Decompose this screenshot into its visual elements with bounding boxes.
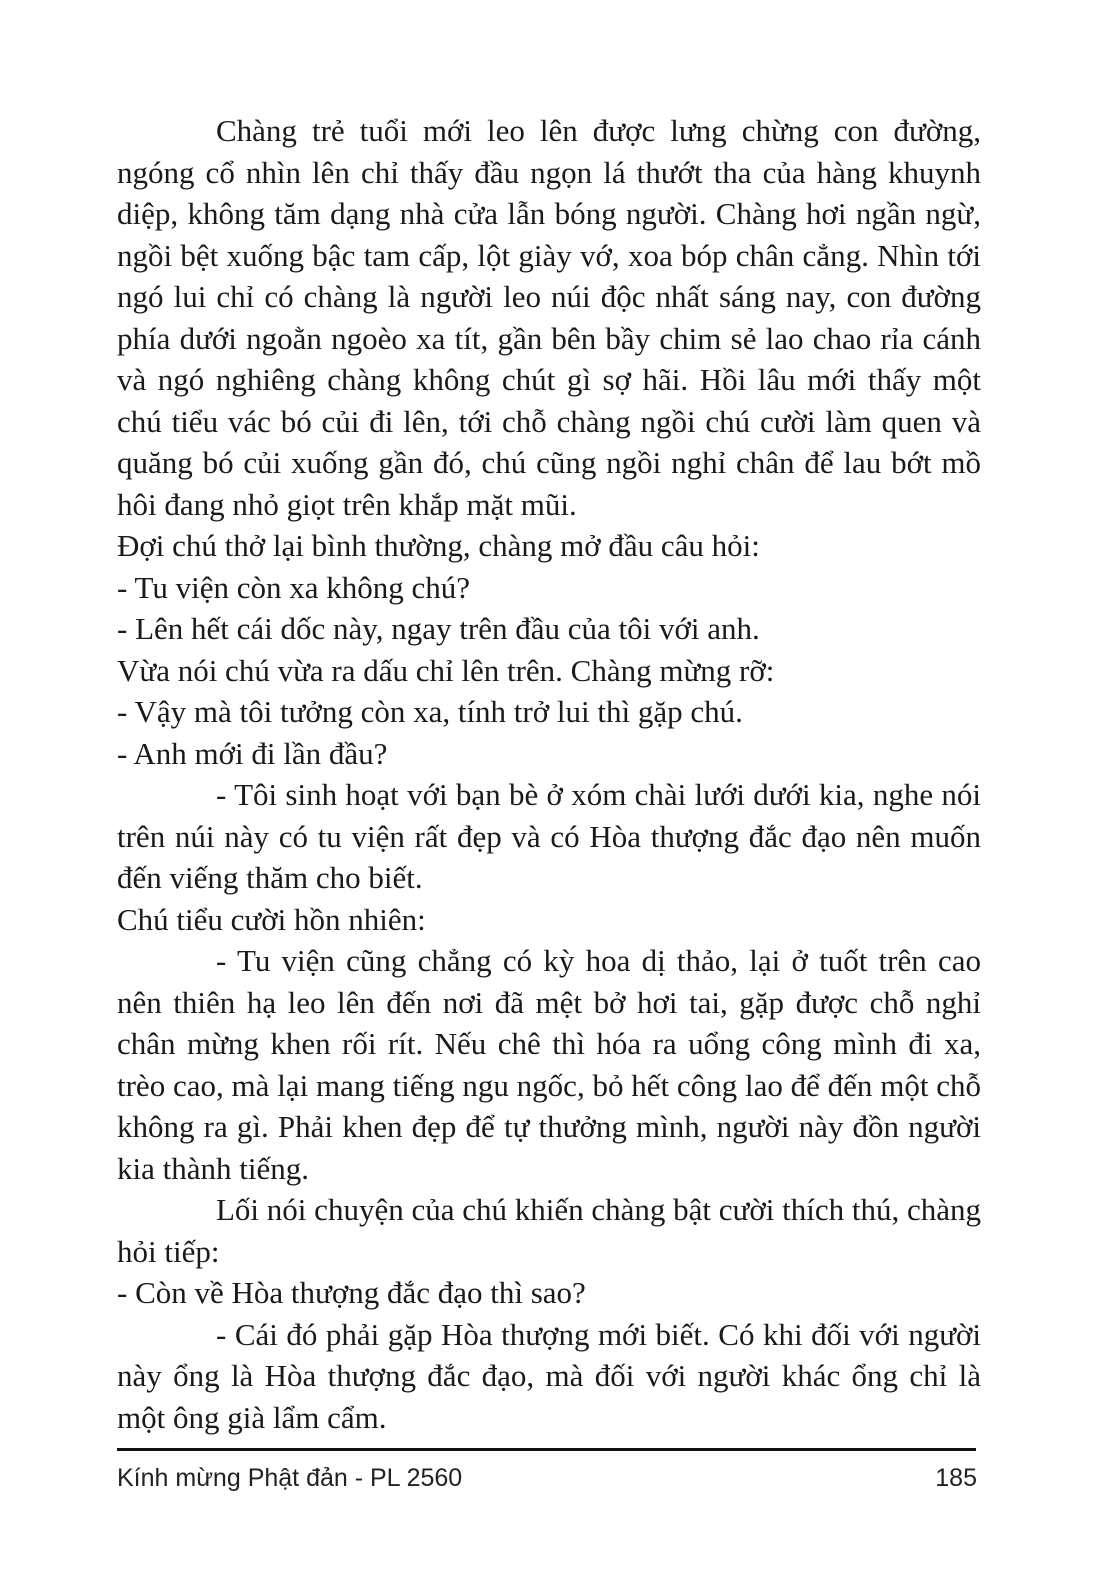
page-body [117,110,981,1438]
paragraph-dialog: - Tu viện cũng chẳng có kỳ hoa dị thảo, lại ở tuốt trên cao nên thiên hạ leo lên đến nơi đã mệt bở hơi tai, gặp được chỗ nghỉ chân mừng khen rối rít. Nếu chê thì hóa ra uổng công mình đi xa, trèo cao, mà lại mang tiếng ngu ngốc, bỏ hết công lao để đến một chỗ không ra gì. Phải khen đẹp để tự thưởng mình, người này đồn người kia thành tiếng. [117,943,981,1186]
footer-publication-title: Kính mừng Phật đản - PL 2560 [117,1464,463,1492]
page-footer [117,1458,981,1498]
footer-divider [117,1448,976,1451]
paragraph-dialog: - Tu viện còn xa không chú? [117,569,471,605]
paragraph-dialog: - Cái đó phải gặp Hòa thượng mới biết. Có khi đối với người này ổng là Hòa thượng đắc đạo, mà đối với người khác ổng chỉ là một ông già lẩm cẩm. [117,1316,981,1435]
paragraph-dialog: Chú tiểu cười hồn nhiên: [117,901,426,937]
paragraph-dialog: - Tôi sinh hoạt với bạn bè ở xóm chài lưới dưới kia, nghe nói trên núi này có tu viện rất đẹp và có Hòa thượng đắc đạo nên muốn đến viếng thăm cho biết. [117,777,981,895]
paragraph-dialog: - Anh mới đi lần đầu? [117,735,388,771]
paragraph-dialog: - Vậy mà tôi tưởng còn xa, tính trở lui thì gặp chú. [117,694,743,729]
paragraph-dialog: - Còn về Hòa thượng đắc đạo thì sao? [117,1275,586,1310]
paragraph-dialog: - Lên hết cái dốc này, ngay trên đầu của tôi với anh. [117,611,760,646]
paragraph-narrative: Chàng trẻ tuổi mới leo lên được lưng chừng con đường, ngóng cổ nhìn lên chỉ thấy đầu ngọn lá thướt tha của hàng khuynh diệp, không tăm dạng nhà cửa lẫn bóng người. Chàng hơi ngần ngừ, ngồi bệt xuống bậc tam cấp, lột giày vớ, xoa bóp chân cẳng. Nhìn tới ngó lui chỉ có chàng là người leo núi độc nhất sáng nay, con đường phía dưới ngoằn ngoèo xa tít, gần bên bầy chim sẻ lao chao rỉa cánh và ngó nghiêng chàng không chút gì sợ hãi. Hồi lâu mới thấy một chú tiểu vác bó củi đi lên, tới chỗ chàng ngồi chú cười làm quen và quăng bó củi xuống gần đó, chú cũng ngồi nghỉ chân để lau bớt mồ hôi đang nhỏ giọt trên khắp mặt mũi. [117,113,981,522]
page-number: 185 [935,1464,977,1492]
paragraph-narrative: Lối nói chuyện của chú khiến chàng bật cười thích thú, chàng hỏi tiếp: [117,1192,981,1269]
paragraph-dialog: Đợi chú thở lại bình thường, chàng mở đầu câu hỏi: [117,528,760,563]
paragraph-dialog: Vừa nói chú vừa ra dấu chỉ lên trên. Chàng mừng rỡ: [117,652,775,688]
